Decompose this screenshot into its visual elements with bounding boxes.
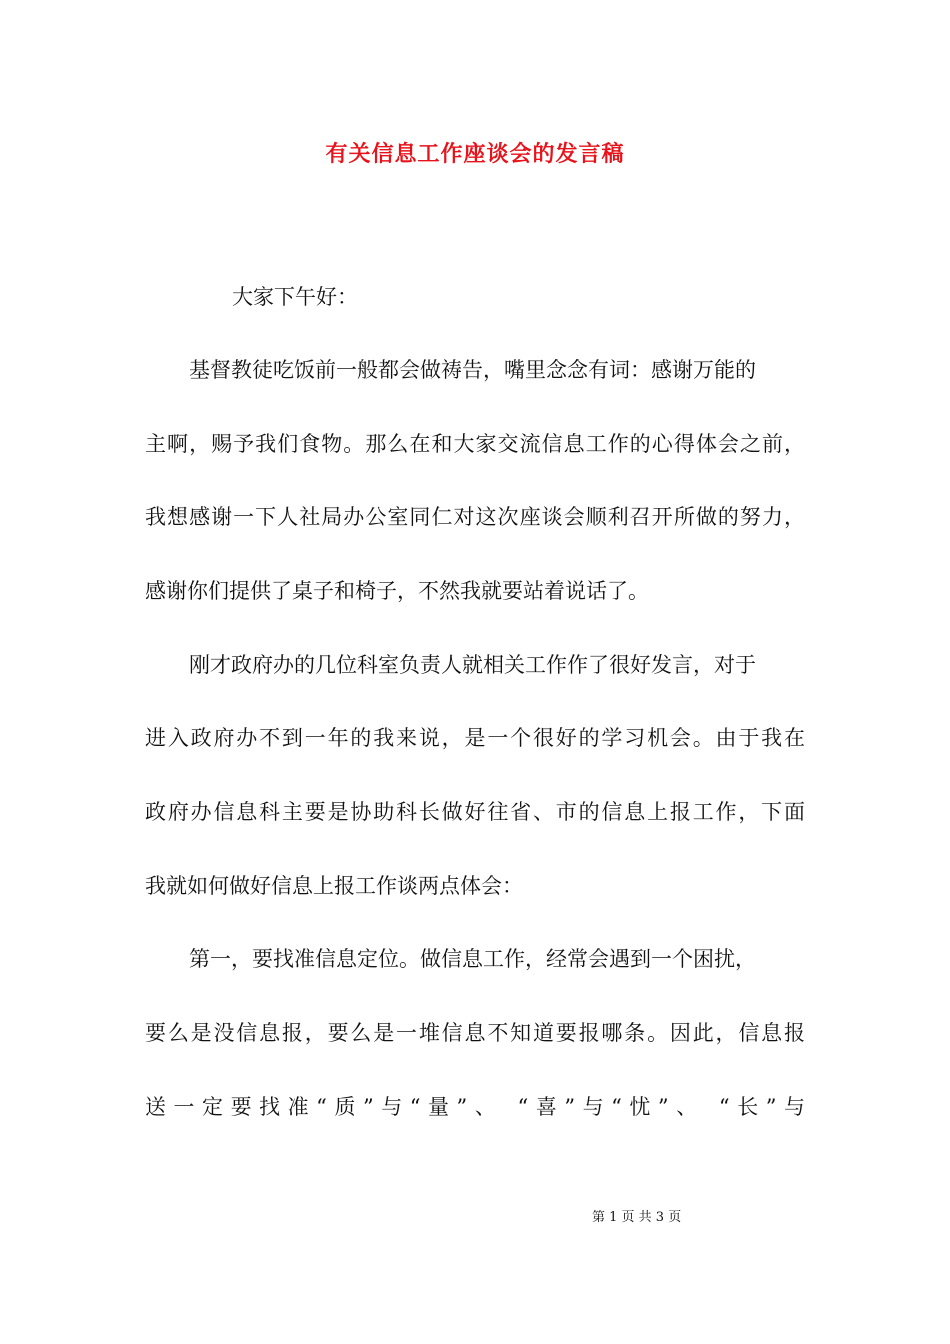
paragraph-1-line-3: 我想感谢一下人社局办公室同仁对这次座谈会顺利召开所做的努力， [145,505,805,529]
paragraph-2-line-3: 政府办信息科主要是协助科长做好往省、市的信息上报工作，下面 [145,800,805,824]
page-number-footer: 第 1 页 共 3 页 [592,1210,682,1225]
paragraph-3-line-1: 第一，要找准信息定位。做信息工作，经常会遇到一个困扰， [189,947,756,971]
paragraph-2-line-1: 刚才政府办的几位科室负责人就相关工作作了很好发言，对于 [189,653,756,677]
paragraph-2-line-4: 我就如何做好信息上报工作谈两点体会： [145,874,523,898]
paragraph-3-line-3: 送一定要找准“质”与“量”、 “喜”与“忧”、 “长”与 [145,1095,805,1119]
paragraph-1-line-2: 主啊，赐予我们食物。那么在和大家交流信息工作的心得体会之前， [145,432,805,456]
document-title: 有关信息工作座谈会的发言稿 [325,141,625,167]
paragraph-3-line-2: 要么是没信息报，要么是一堆信息不知道要报哪条。因此，信息报 [145,1021,805,1045]
paragraph-1-line-4: 感谢你们提供了桌子和椅子，不然我就要站着说话了。 [145,579,649,603]
paragraph-1-line-1: 基督教徒吃饭前一般都会做祷告，嘴里念念有词：感谢万能的 [189,358,756,382]
greeting-line: 大家下午好： [232,285,358,309]
paragraph-2-line-2: 进入政府办不到一年的我来说，是一个很好的学习机会。由于我在 [145,726,805,750]
